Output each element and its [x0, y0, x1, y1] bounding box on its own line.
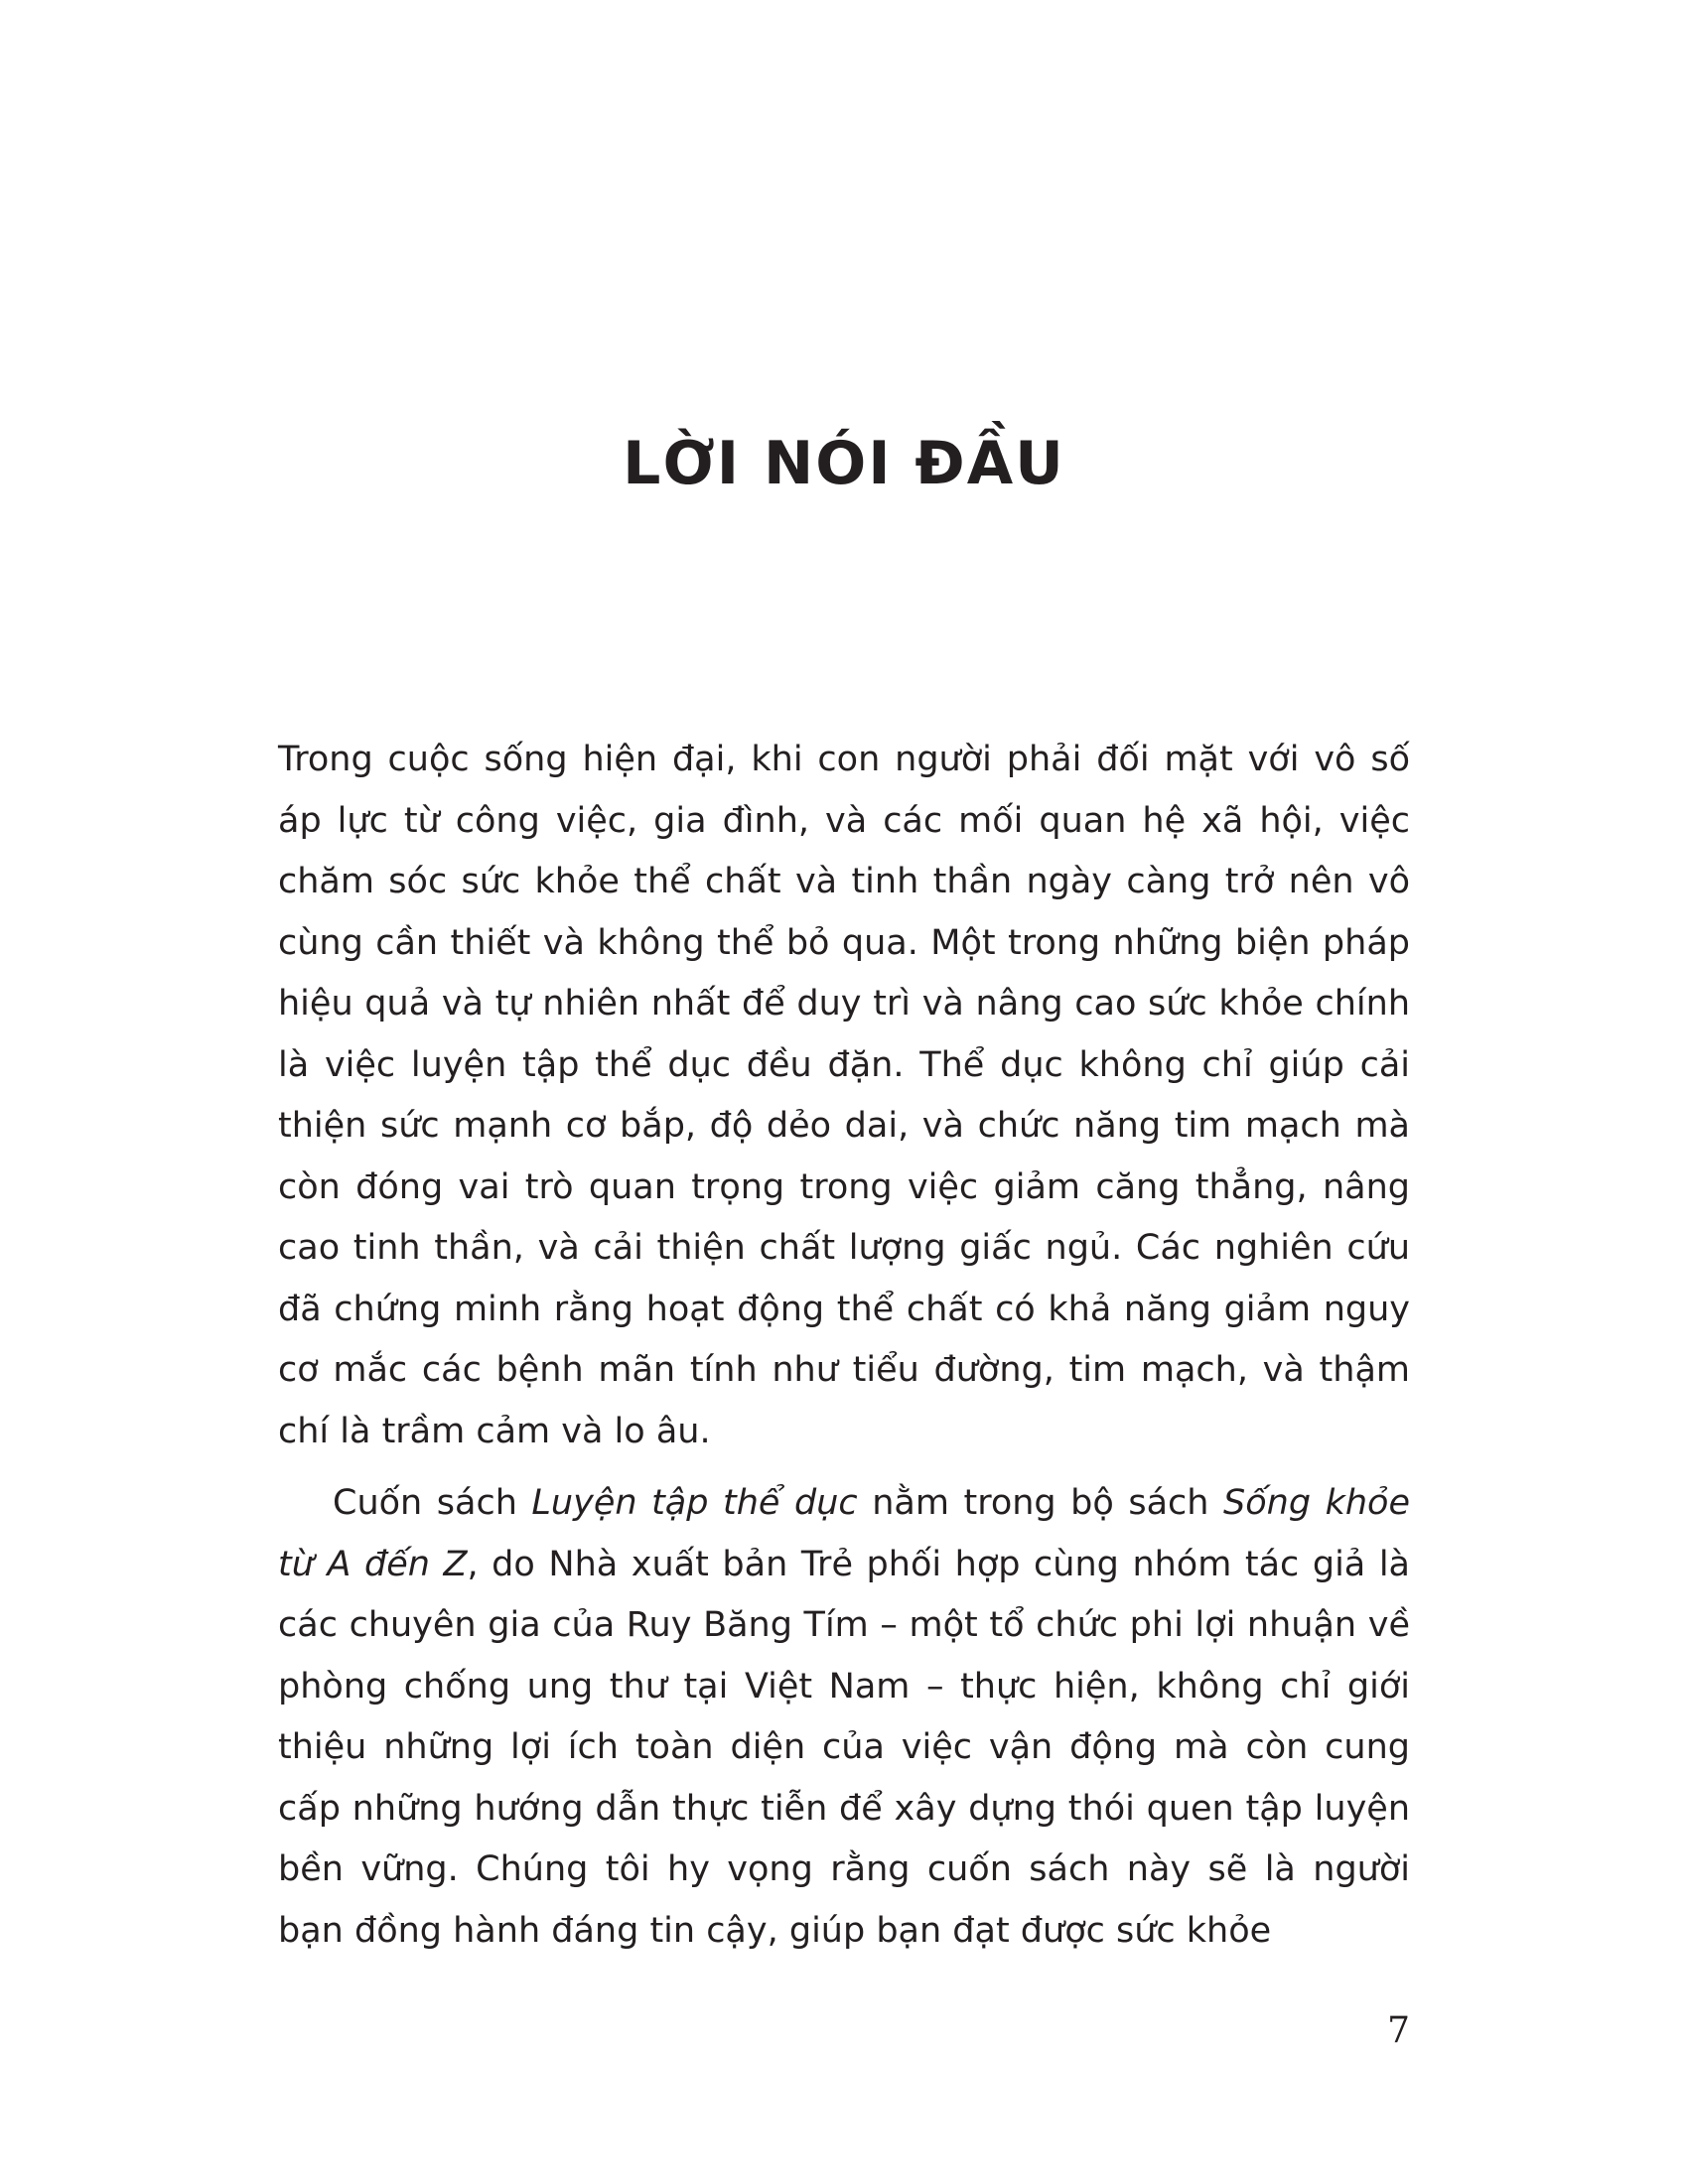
paragraph-2-intro: Cuốn sách: [333, 1483, 532, 1523]
book-title: Luyện tập thể dục: [531, 1483, 858, 1523]
page-number: 7: [1387, 2010, 1410, 2051]
paragraph-2-body: , do Nhà xuất bản Trẻ phối hợp cùng nhóm tác giả là các chuyên gia của Ruy Băng Tím – một tổ chức phi lợi nhuận về phòng chống ung thư tại Việt Nam – thực hiện, không chỉ giới thiệu những lợi ích toàn diện của việc vận động mà còn cung cấp những hướng dẫn thực tiễn để xây dựng thói quen tập luyện bền vững. Chúng tôi hy vọng rằng cuốn sách này sẽ là người bạn đồng hành đáng tin cậy, giúp bạn đạt được sức khỏe: [278, 1544, 1411, 1951]
paragraph-2-connector: nằm trong bộ sách: [857, 1483, 1224, 1523]
paragraph-1: Trong cuộc sống hiện đại, khi con người phải đối mặt với vô số áp lực từ công việc, gia đình, và các mối quan hệ xã hội, việc chăm sóc sức khỏe thể chất và tinh thần ngày càng trở nên vô cùng cần thiết và không thể bỏ qua. Một trong những biện pháp hiệu quả và tự nhiên nhất để duy trì và nâng cao sức khỏe chính là việc luyện tập thể dục đều đặn. Thể dục không chỉ giúp cải thiện sức mạnh cơ bắp, độ dẻo dai, và chức năng tim mạch mà còn đóng vai trò quan trọng trong việc giảm căng thẳng, nâng cao tinh thần, và cải thiện chất lượng giấc ngủ. Các nghiên cứu đã chứng minh rằng hoạt động thể chất có khả năng giảm nguy cơ mắc các bệnh mãn tính như tiểu đường, tim mạch, và thậm chí là trầm cảm và lo âu.: [278, 740, 1410, 1451]
body-text: [278, 730, 1410, 1962]
paragraph-2: [278, 1473, 1410, 1962]
chapter-title: LỜI NÓI ĐẦU: [623, 429, 1065, 498]
series-title: Sống khỏe từ A đến Z: [278, 1483, 1410, 1584]
